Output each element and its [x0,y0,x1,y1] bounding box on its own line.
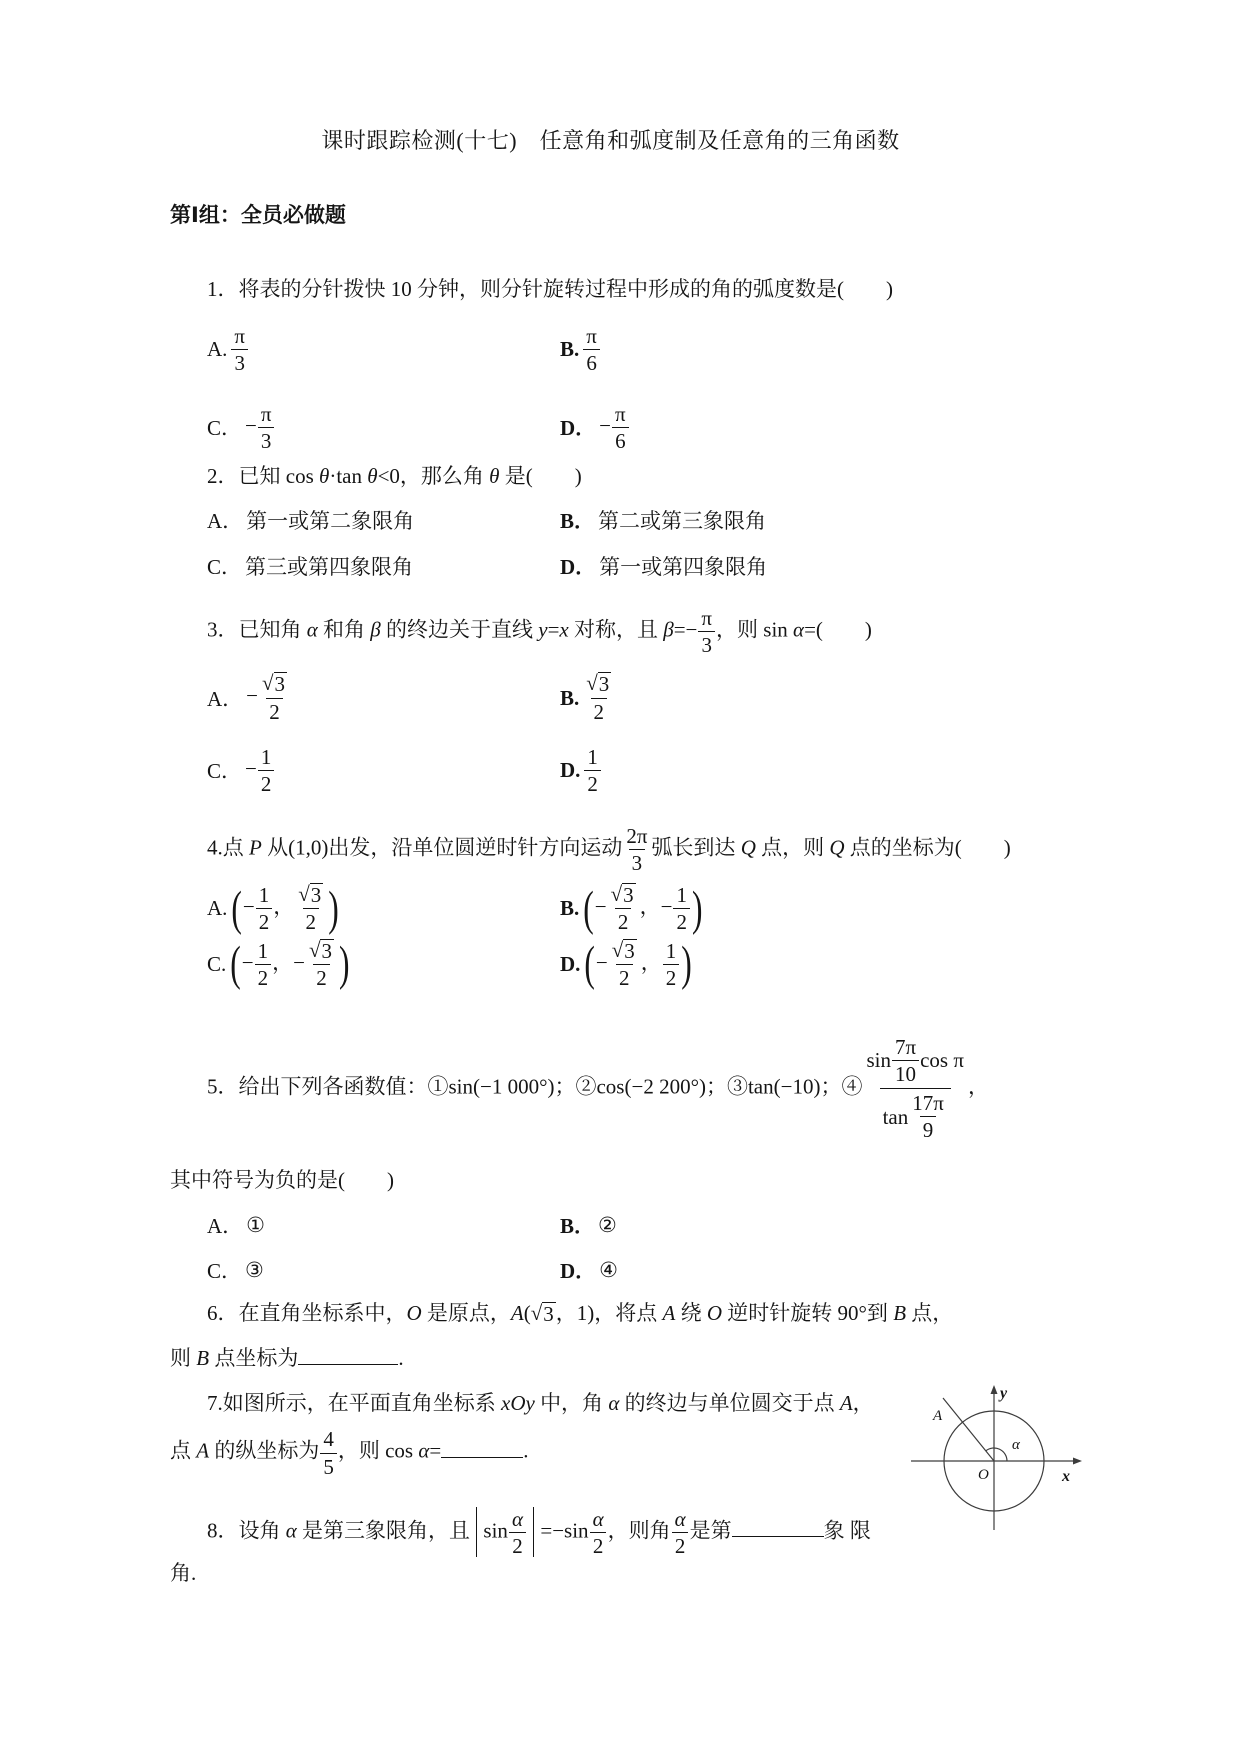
q4-option-b [560,882,703,935]
question-8: 8．设角 α 是第三象限角，且 sin $\frac{\alpha}{2}$ =−sin $\frac{\alpha}{2}$ ，则角 $\frac{\alpha}{2}$ 是第 象 限角. [170,1506,871,1585]
q5-option-a-text: ① [246,1212,265,1237]
question-2-options-row-1 [170,505,1091,535]
q2-option-c-text: 第三或第四象限角 [245,555,414,580]
q5-option-a [207,1210,560,1240]
origin-label: O [978,1467,989,1484]
question-6: 6．在直角坐标系中，O 是原点，A( √ 3 ，1)，将点 A 绕 O 逆时针旋转 90°到 B 点，则 B 点坐标为 . [170,1301,954,1371]
unit-circle-svg [883,1377,1105,1553]
page-title: 课时跟踪检测(十七) 任意角和弧度制及任意角的三角函数 [321,128,900,153]
q3-option-d-label: D. [560,757,581,782]
q4-option-a-label: A. [207,896,228,921]
q1-option-a-value: $\frac{\pi}{3}$ [230,323,249,376]
section-header: 第Ⅰ组：全员必做题 [170,204,346,227]
q1-option-c-value: − $\frac{\pi}{3}$ [245,401,275,454]
q2-option-b-label: B． [560,509,596,534]
q3-option-b-value: √ 3 2 [586,671,610,724]
question-3-options-row-2 [170,744,1091,797]
q2-option-d [560,551,767,581]
y-axis-label: y [1000,1385,1008,1403]
q5-option-d-label: D． [560,1259,597,1284]
q2-option-a-text: 第一或第二象限角 [246,509,415,534]
question-4-options-row-1 [170,882,1091,935]
q4-option-a [207,882,560,935]
q4-option-b-label: B. [560,896,580,921]
q5-option-a-label: A． [207,1214,244,1239]
question-5-options-row-2 [170,1255,1091,1285]
q1-option-d-label: D． [560,416,597,441]
question-4-options-row-2 [170,938,1091,991]
q5-option-b-label: B． [560,1214,596,1239]
unit-circle-figure [883,1377,1105,1553]
question-5-options-row-1 [170,1210,1091,1240]
q4-option-d-value: (− √ 3 2 ， $\frac{1}{2}$ ) [584,936,692,991]
q5-option-d [560,1255,618,1285]
question-3 [170,605,1091,797]
x-axis-arrow [1073,1458,1082,1465]
q3-option-c-label: C． [207,759,243,784]
q1-option-d [560,401,630,454]
question-1 [170,276,1091,454]
q4-option-a-value: (− $\frac{1}{2}$ ， √ 3 2 ) [231,881,339,936]
question-3-stem: 3．已知角 α 和角 β 的终边关于直线 y=x 对称，且 β=− $\frac{\pi}{3}$ ，则 sin α=( ) [207,606,872,658]
q3-option-c-value: − $\frac{1}{2}$ [245,744,275,797]
q1-option-b-label: B. [560,337,580,362]
q2-option-d-text: 第一或第四象限角 [599,555,768,580]
q4-option-c [207,938,560,991]
q5-option-b-text: ② [598,1212,617,1237]
question-1-stem: 1．将表的分针拨快 10 分钟，则分针旋转过程中形成的角的弧度数是( ) [207,277,893,301]
question-2 [170,463,1091,581]
question-5-stem: 5．给出下列各函数值：①sin(−1 000°)；②cos(−2 200°)；③tan(−10)；④ sin $\frac{7\pi}{10}$ cos π tan $\frac{17\pi}{9}$ ， [170,1033,1091,1145]
q5-option-c-text: ③ [245,1257,264,1282]
q3-option-a [207,671,560,724]
q2-option-b [560,505,766,535]
q1-option-c-label: C． [207,416,243,441]
q4-option-c-label: C. [207,951,227,976]
q3-option-b-label: B. [560,685,580,710]
y-axis-arrow [991,1385,998,1394]
q5-option-c-label: C． [207,1259,243,1284]
question-5-continuation: 其中符号为负的是( ) [170,1168,394,1193]
q2-option-b-text: 第二或第三象限角 [598,509,767,534]
q2-option-c-label: C． [207,555,243,580]
q3-option-d-value: $\frac{1}{2}$ [583,744,602,797]
q1-option-d-value: − $\frac{\pi}{6}$ [599,401,629,454]
q5-option-d-text: ④ [599,1257,618,1282]
q4-option-b-value: (− √ 3 2 ，− $\frac{1}{2}$ ) [583,881,703,936]
q4-option-d [560,938,693,991]
question-4 [170,823,1091,991]
q4-option-d-label: D. [560,951,581,976]
question-7: 7.如图所示，在平面直角坐标系 xOy 中，角 α 的终边与单位圆交于点 A，点 A 的纵坐标为 $\frac{4}{5}$ ，则 cos α= . [170,1391,874,1479]
question-4-stem: 4.点 P 从(1,0)出发，沿单位圆逆时针方向运动 $\frac{2\pi}{3}$ 弧长到达 Q 点，则 Q 点的坐标为( ) [207,823,1011,876]
q2-option-a [207,505,560,535]
x-axis-label: x [1062,1468,1070,1486]
q4-option-c-value: (− $\frac{1}{2}$ ，− √ 3 2 ) [230,936,350,991]
q2-option-d-label: D． [560,555,597,580]
q3-option-a-label: A． [207,687,244,712]
q3-option-b [560,671,615,724]
q1-option-b-value: $\frac{\pi}{6}$ [582,323,601,376]
q3-option-d [560,744,602,797]
angle-alpha-label: α [1012,1437,1020,1454]
q2-option-c [207,551,560,581]
q1-option-c [207,401,560,454]
point-a-label: A [933,1408,943,1425]
question-2-stem: 2．已知 cos θ·tan θ<0，那么角 θ 是( ) [207,463,582,488]
question-3-options-row-1 [170,671,1091,724]
question-1-options-row-2 [170,401,1091,454]
question-2-options-row-2 [170,551,1091,581]
q1-option-b [560,323,601,376]
question-1-options-row-1 [170,323,1091,376]
q1-option-a-label: A. [207,337,228,362]
q5-option-b [560,1210,617,1240]
q5-option-c [207,1255,560,1285]
q2-option-a-label: A． [207,509,244,534]
terminal-side [943,1398,994,1461]
q1-option-a [207,323,560,376]
q3-option-c [207,744,560,797]
question-5 [170,1033,1091,1286]
q3-option-a-value: − √ 3 2 [246,671,286,724]
